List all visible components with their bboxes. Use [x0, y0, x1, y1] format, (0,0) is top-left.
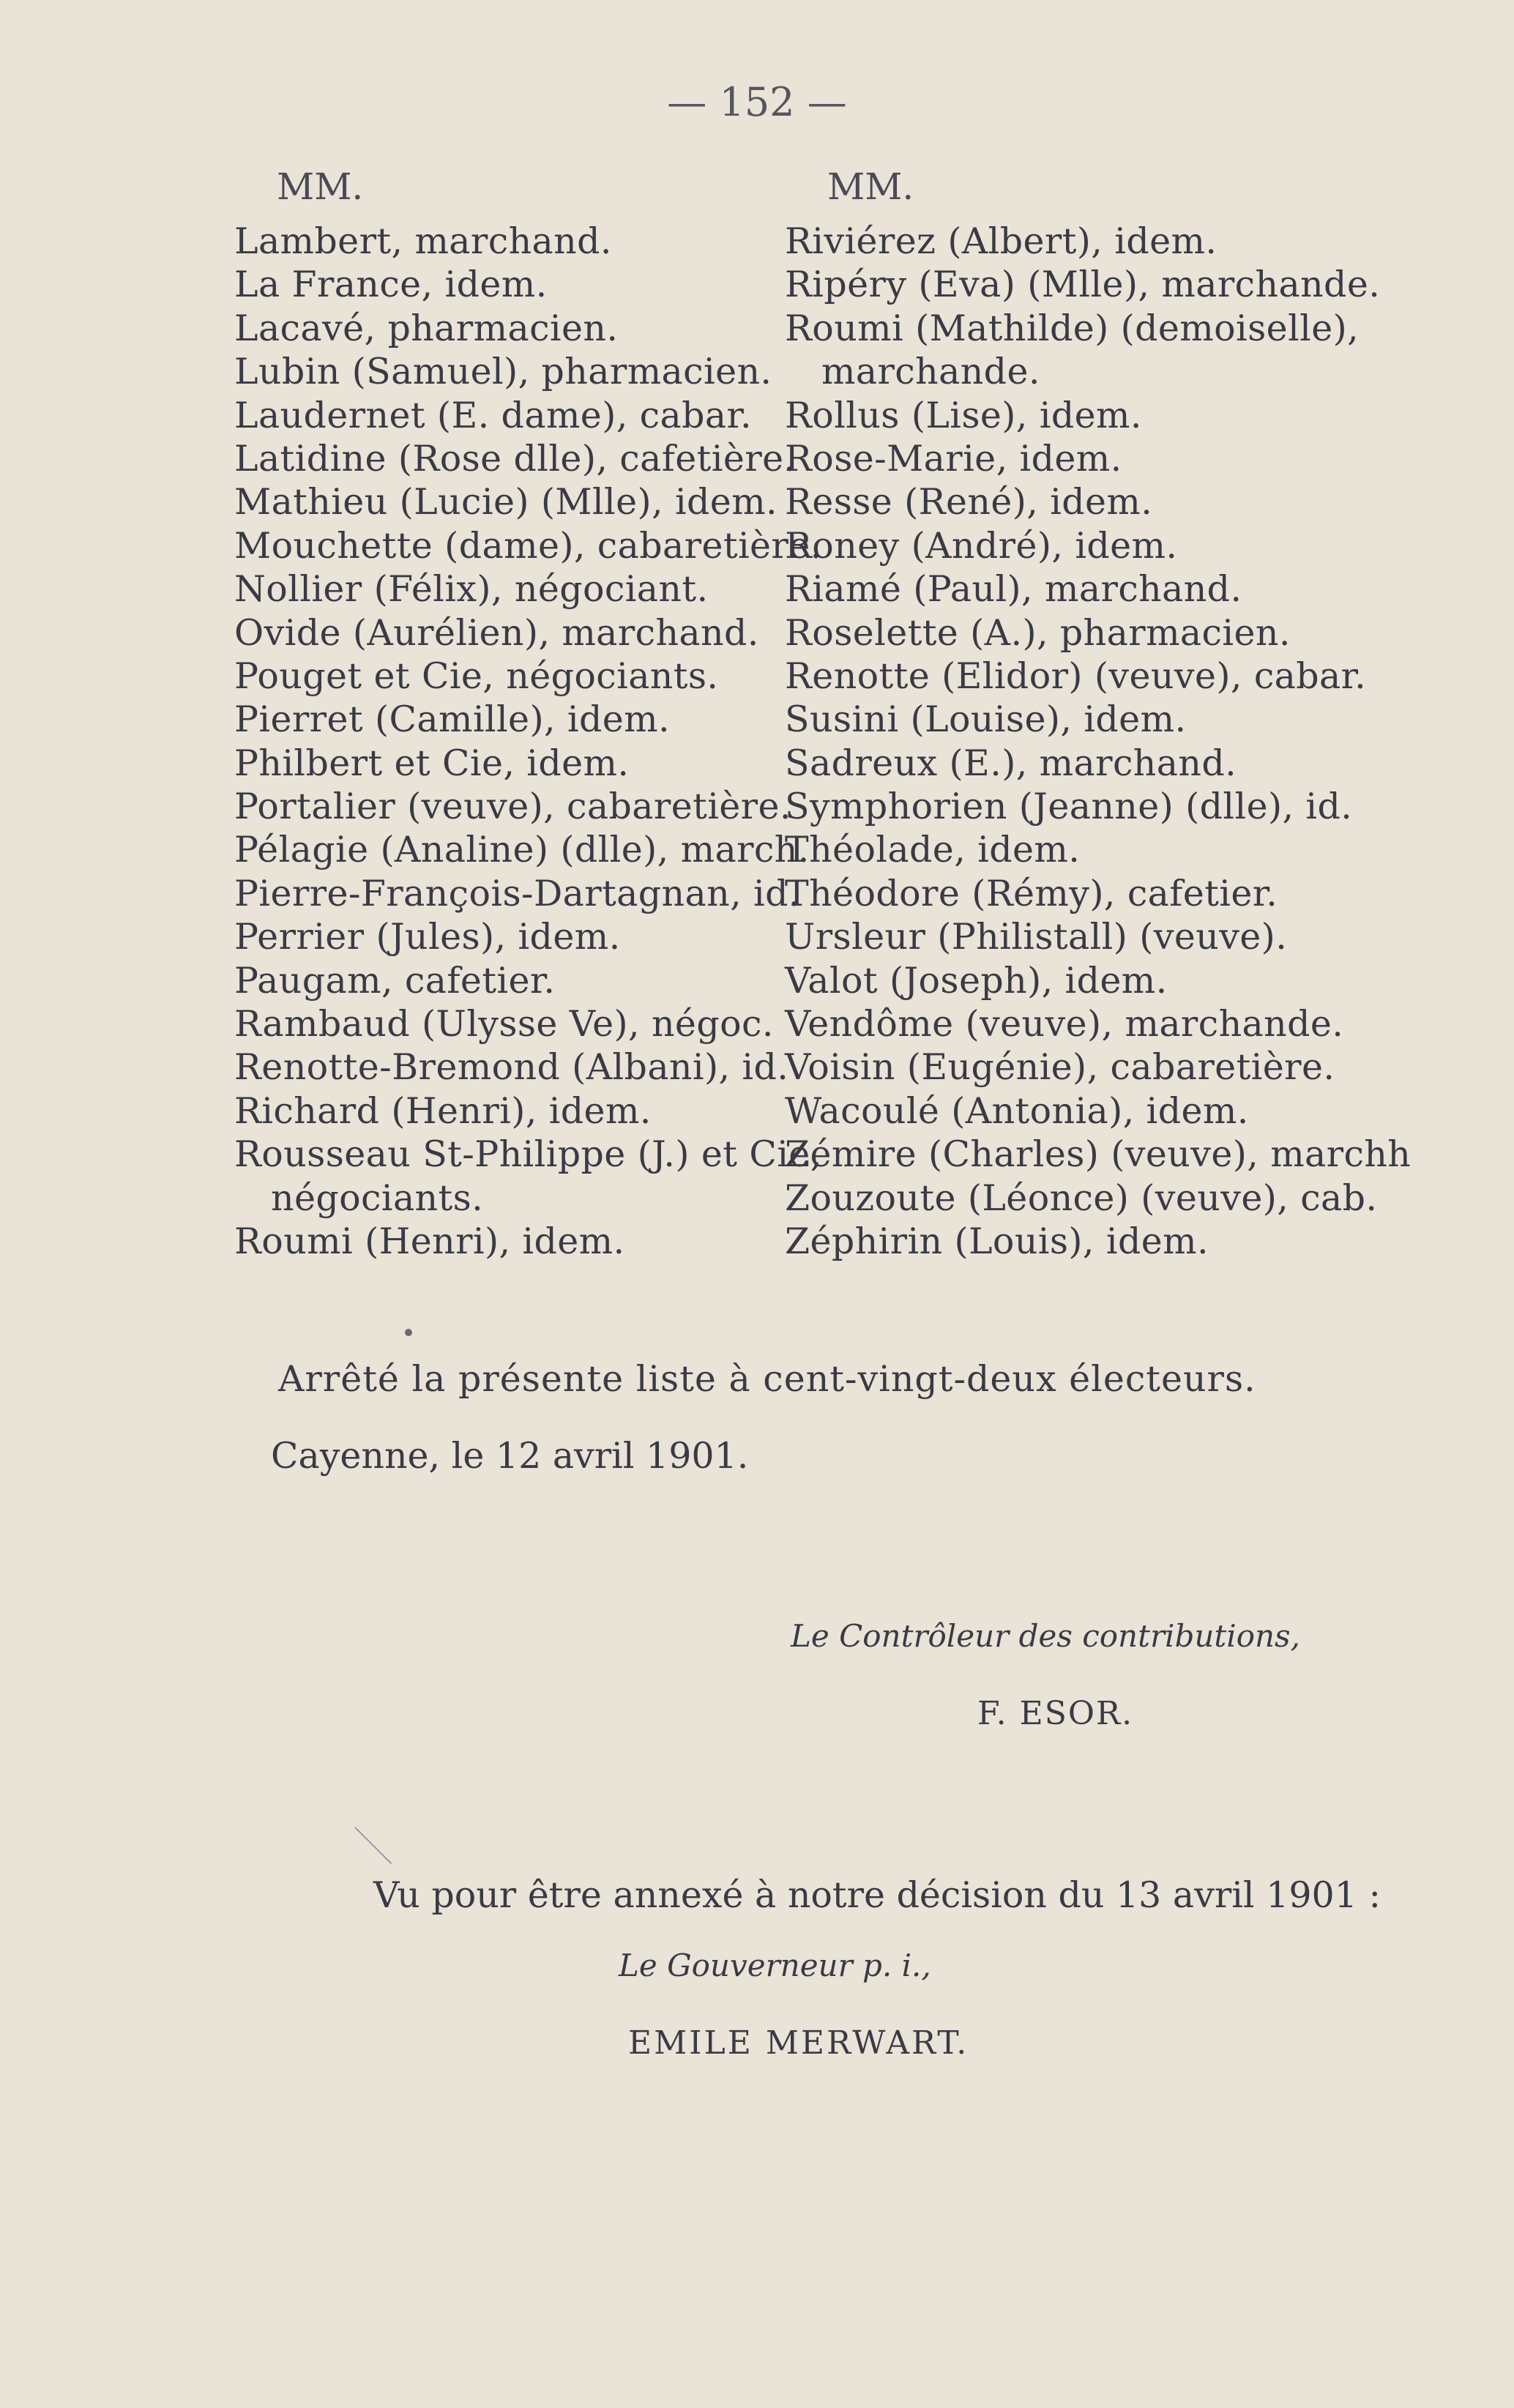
list-item: Zéphirin (Louis), idem. — [785, 1220, 1209, 1262]
list-item: Lubin (Samuel), pharmacien. — [234, 351, 772, 393]
list-item: Roumi (Mathilde) (demoiselle), — [785, 307, 1360, 349]
list-item: Lambert, marchand. — [234, 220, 612, 262]
list-item: Théodore (Rémy), cafetier. — [785, 872, 1278, 914]
controleur-title: Le Contrôleur des contributions, — [791, 1618, 1300, 1654]
list-item: Richard (Henri), idem. — [234, 1089, 652, 1132]
list-item: Laudernet (E. dame), cabar. — [234, 394, 752, 436]
list-item: Théolade, idem. — [785, 829, 1081, 871]
gouverneur-title: Le Gouverneur p. i., — [619, 1947, 931, 1983]
controleur-signature: F. ESOR. — [977, 1695, 1134, 1732]
list-item: Renotte-Bremond (Albani), id. — [234, 1046, 789, 1089]
list-item: Valot (Joseph), idem. — [785, 959, 1168, 1002]
left-column — [234, 154, 822, 1263]
list-item: Pierre-François-Dartagnan, id. — [234, 872, 800, 914]
gouverneur-signature: EMILE MERWART. — [628, 2024, 969, 2062]
list-item: Lacavé, pharmacien. — [234, 307, 619, 349]
list-item: Riamé (Paul), marchand. — [785, 568, 1242, 611]
list-item: Mathieu (Lucie) (Mlle), idem. — [234, 481, 778, 523]
list-item: Mouchette (dame), cabaretière. — [234, 524, 822, 567]
list-item: Roselette (A.), pharmacien. — [785, 611, 1291, 654]
list-item: Ursleur (Philistall) (veuve). — [785, 916, 1288, 958]
list-item: Zémire (Charles) (veuve), marchh — [785, 1133, 1412, 1176]
list-item: Philbert et Cie, idem. — [234, 742, 630, 784]
list-item: Ovide (Aurélien), marchand. — [234, 611, 759, 654]
list-item: Roumi (Henri), idem. — [234, 1220, 625, 1262]
list-item: Resse (René), idem. — [785, 481, 1153, 523]
right-column — [785, 154, 1412, 1263]
list-item-continuation: négociants. — [271, 1177, 484, 1219]
list-item: Portalier (veuve), cabaretière. — [234, 786, 791, 828]
list-item: Renotte (Elidor) (veuve), cabar. — [785, 655, 1367, 697]
list-item: Zouzoute (Léonce) (veuve), cab. — [785, 1177, 1378, 1219]
closing-statement: Arrêté la présente liste à cent-vingt-deux électeurs. — [278, 1358, 1256, 1400]
list-item: Pierret (Camille), idem. — [234, 698, 670, 741]
list-item: Roney (André), idem. — [785, 524, 1178, 567]
right-column-heading: MM. — [827, 165, 914, 208]
list-item: Ripéry (Eva) (Mlle), marchande. — [785, 264, 1381, 306]
list-item: Pouget et Cie, négociants. — [234, 655, 719, 697]
list-item: Voisin (Eugénie), cabaretière. — [785, 1046, 1335, 1089]
list-item: Riviérez (Albert), idem. — [785, 220, 1217, 262]
left-column-heading: MM. — [277, 165, 364, 208]
date-place: Cayenne, le 12 avril 1901. — [271, 1435, 749, 1477]
page-number: — 152 — — [667, 79, 847, 125]
list-item: Paugam, cafetier. — [234, 959, 556, 1002]
list-item: Symphorien (Jeanne) (dlle), id. — [785, 786, 1353, 828]
list-item: Rousseau St-Philippe (J.) et Cie, — [234, 1133, 822, 1176]
list-item: Rollus (Lise), idem. — [785, 394, 1142, 436]
approval-statement: Vu pour être annexé à notre décision du 13 avril 1901 : — [373, 1874, 1381, 1916]
pen-stroke — [354, 1827, 392, 1864]
list-item: La France, idem. — [234, 264, 548, 306]
list-item: Vendôme (veuve), marchande. — [785, 1003, 1344, 1045]
list-item: Latidine (Rose dlle), cafetière. — [234, 437, 796, 480]
list-item: Sadreux (E.), marchand. — [785, 742, 1237, 784]
list-item: Nollier (Félix), négociant. — [234, 568, 709, 611]
list-item: Susini (Louise), idem. — [785, 698, 1187, 741]
list-item: Rambaud (Ulysse Ve), négoc. — [234, 1003, 774, 1045]
list-item: Pélagie (Analine) (dlle), march. — [234, 829, 810, 871]
list-item-continuation: marchande. — [821, 351, 1040, 393]
list-item: Wacoulé (Antonia), idem. — [785, 1089, 1249, 1132]
ink-speck — [405, 1329, 412, 1336]
list-item: Rose-Marie, idem. — [785, 437, 1122, 480]
list-item: Perrier (Jules), idem. — [234, 916, 621, 958]
